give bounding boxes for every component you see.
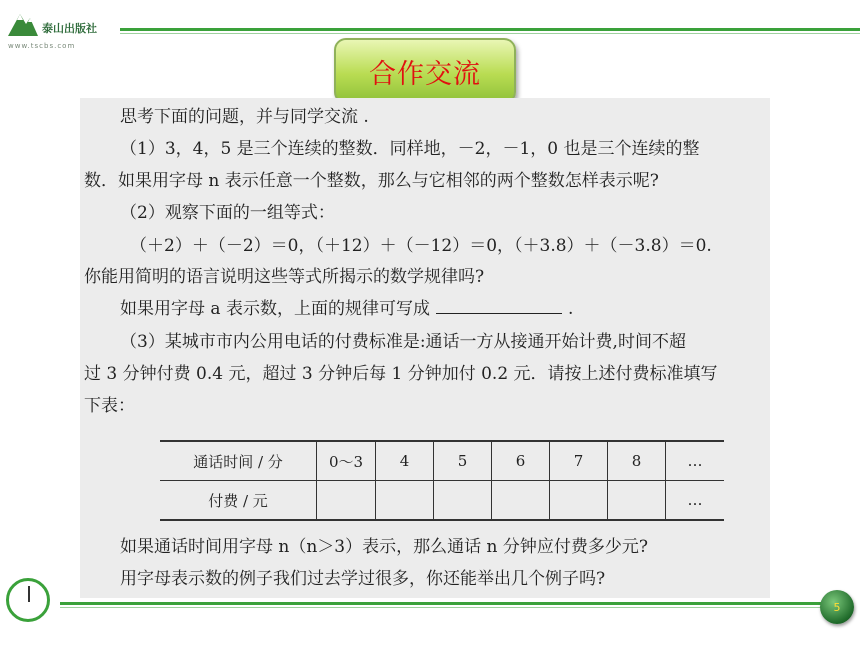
table-cell: 5 [434, 441, 492, 481]
row-header-time: 通话时间 / 分 [160, 441, 317, 481]
publisher-logo [4, 6, 114, 52]
table-cell: 7 [550, 441, 608, 481]
publisher-url: www.tscbs.com [8, 42, 76, 50]
clock-hand [28, 586, 30, 602]
answer-blank [436, 299, 562, 314]
section-title-box [334, 38, 516, 104]
table-cell-empty [550, 481, 608, 521]
table-cell-empty [376, 481, 434, 521]
table-cell-empty [608, 481, 666, 521]
table-cell: … [666, 441, 725, 481]
header-divider [120, 28, 860, 31]
page-number-badge: 5 [820, 590, 854, 624]
question-1-line-2: 数．如果用字母 n 表示任意一个整数，那么与它相邻的两个整数怎样表示呢? [84, 171, 659, 191]
row-header-fee: 付费 / 元 [160, 481, 317, 521]
table-cell-empty [317, 481, 376, 521]
table-cell: 0～3 [317, 441, 376, 481]
table-cell: 4 [376, 441, 434, 481]
table-cell: 8 [608, 441, 666, 481]
table-cell: … [666, 481, 725, 521]
question-1-line-1: （1）3，4，5 是三个连续的整数．同样地，－2，－1，0 也是三个连续的整 [120, 139, 700, 159]
footer-divider-thin [60, 607, 825, 608]
question-2-line-1: （2）观察下面的一组等式： [120, 203, 335, 223]
table-cell: 6 [492, 441, 550, 481]
after-table-line-2: 用字母表示数的例子我们过去学过很多，你还能举出几个例子吗? [120, 569, 606, 589]
table-row [160, 441, 724, 481]
question-3-line-2: 过 3 分钟付费 0.4 元，超过 3 分钟后每 1 分钟加付 0.2 元．请按上述付费标准填写 [84, 364, 718, 384]
footer-divider [60, 602, 825, 605]
table-row [160, 481, 724, 521]
intro-text: 思考下面的问题，并与同学交流 . [120, 107, 369, 127]
question-2-line-3: 你能用简明的语言说明这些等式所揭示的数学规律吗? [84, 267, 485, 287]
textbook-content [80, 98, 770, 598]
question-2-line-4-suffix: . [567, 299, 574, 319]
clock-icon [6, 578, 50, 622]
question-3-line-3: 下表： [84, 396, 135, 416]
publisher-name: 泰山出版社 [42, 22, 97, 35]
question-3-line-1: （3）某城市市内公用电话的付费标准是:通话一方从接通开始计费,时间不超 [120, 332, 686, 352]
header-divider-thin [120, 33, 860, 34]
table-cell-empty [492, 481, 550, 521]
table-cell-empty [434, 481, 492, 521]
question-2-line-4-prefix: 如果用字母 a 表示数，上面的规律可写成 [120, 299, 430, 319]
question-2-equations: （＋2）＋（－2）＝0，（＋12）＋（－12）＝0，（＋3.8）＋（－3.8）＝0. [130, 236, 712, 256]
mountain-logo-icon [6, 6, 40, 40]
after-table-line-1: 如果通话时间用字母 n（n＞3）表示，那么通话 n 分钟应付费多少元? [120, 537, 648, 557]
question-2-line-4 [120, 298, 573, 320]
section-title: 合作交流 [369, 58, 481, 90]
fee-table [160, 440, 724, 521]
